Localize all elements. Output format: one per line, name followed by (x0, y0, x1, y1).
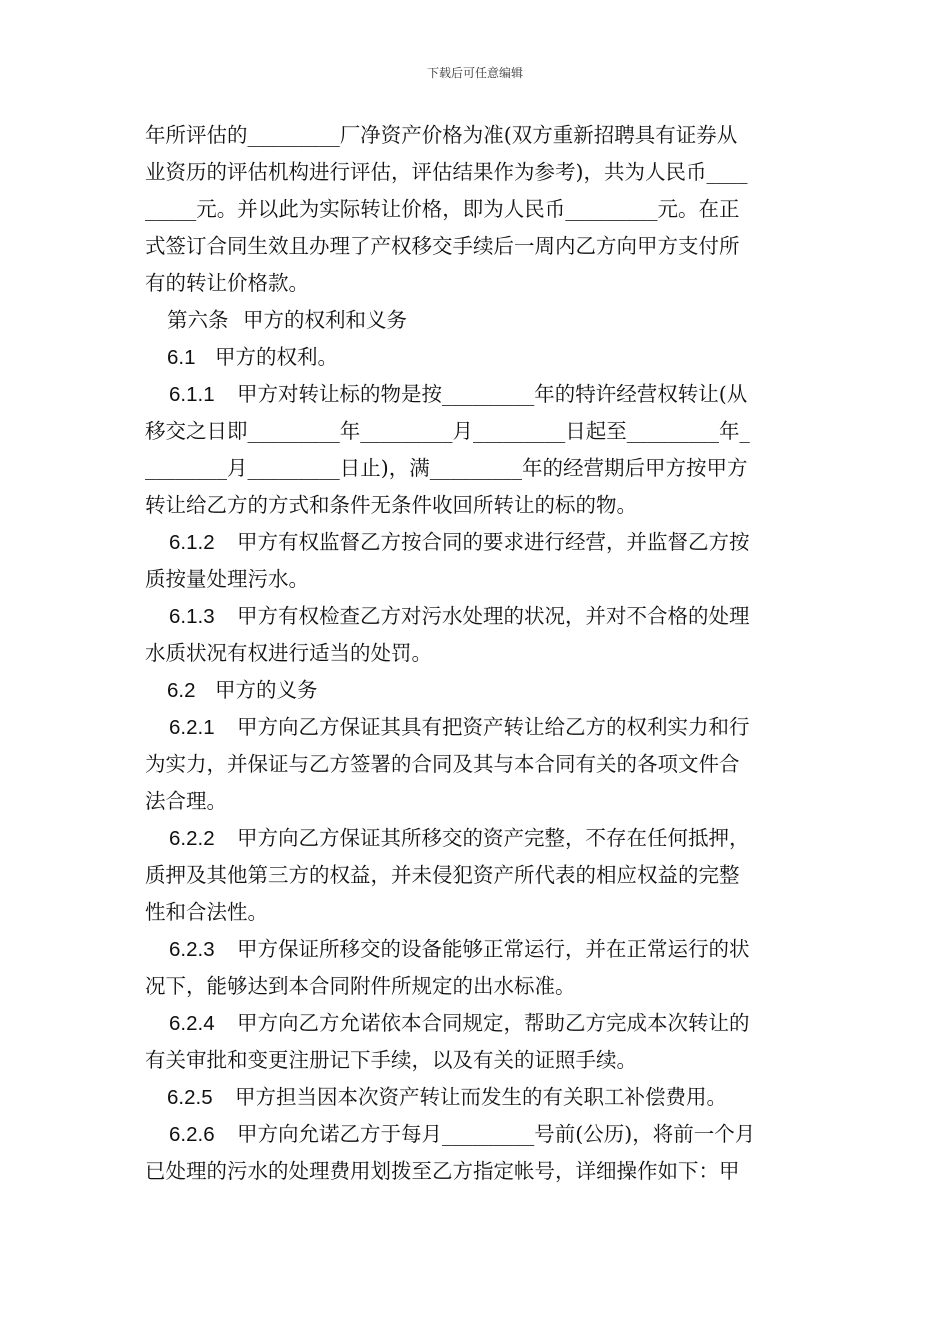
text-line (145, 524, 807, 561)
clause-text: 甲方的义务 (215, 678, 318, 702)
document-body (145, 117, 807, 1190)
text-line (145, 413, 807, 450)
text-line (145, 820, 807, 857)
clause-text: ________月_________日止)，满_________年的经营期后甲方按甲方 (145, 456, 748, 480)
clause-text: _____元。并以此为实际转让价格，即为人民币_________元。在正 (145, 197, 740, 221)
clause-text: 甲方向乙方允诺依本合同规定，帮助乙方完成本次转让的 (237, 1011, 750, 1035)
text-line (145, 709, 807, 746)
clause-number: 6.1.1 (169, 383, 215, 406)
clause-number: 6.2.3 (169, 938, 215, 961)
clause-text: 质按量处理污水。 (145, 567, 309, 591)
clause-text: 甲方保证所移交的设备能够正常运行，并在正常运行的状 (237, 937, 750, 961)
clause-number: 6.2.6 (169, 1123, 215, 1146)
clause-text: 甲方对转让标的物是按_________年的特许经营权转让(从 (237, 382, 748, 406)
text-line (145, 635, 807, 672)
clause-text: 有关审批和变更注册记下手续，以及有关的证照手续。 (145, 1048, 637, 1072)
text-line (145, 857, 807, 894)
text-line (145, 1079, 807, 1116)
text-line (145, 561, 807, 598)
text-line (145, 1153, 807, 1190)
clause-text: 水质状况有权进行适当的处罚。 (145, 641, 432, 665)
page-header: 下载后可任意编辑 (426, 66, 523, 80)
text-line (145, 339, 807, 376)
clause-number: 6.2.1 (169, 716, 215, 739)
clause-text: 甲方担当因本次资产转让而发生的有关职工补偿费用。 (235, 1085, 727, 1109)
clause-number: 6.1.2 (169, 531, 215, 554)
text-line (145, 746, 807, 783)
clause-text: 质押及其他第三方的权益，并未侵犯资产所代表的相应权益的完整 (145, 863, 740, 887)
text-line (145, 228, 807, 265)
clause-text: 业资历的评估机构进行评估，评估结果作为参考)，共为人民币____ (145, 160, 748, 184)
clause-number: 6.2.5 (167, 1086, 213, 1109)
text-line (145, 1005, 807, 1042)
text-line (145, 376, 807, 413)
text-line (145, 302, 807, 339)
text-line (145, 598, 807, 635)
clause-text: 甲方向乙方保证其具有把资产转让给乙方的权利实力和行 (237, 715, 750, 739)
clause-text: 已处理的污水的处理费用划拨至乙方指定帐号，详细操作如下：甲 (145, 1159, 740, 1183)
clause-number: 6.2.2 (169, 827, 215, 850)
clause-text: 性和合法性。 (145, 900, 268, 924)
text-line (145, 487, 807, 524)
clause-text: 甲方向乙方保证其所移交的资产完整，不存在任何抵押， (237, 826, 750, 850)
text-line (145, 1042, 807, 1079)
text-line (145, 968, 807, 1005)
clause-number: 6.2.4 (169, 1012, 215, 1035)
text-line (145, 450, 807, 487)
text-line (145, 1116, 807, 1153)
clause-text: 甲方有权检查乙方对污水处理的状况，并对不合格的处理 (237, 604, 750, 628)
text-line (145, 672, 807, 709)
clause-text: 甲方向允诺乙方于每月_________号前(公历)，将前一个月 (237, 1122, 756, 1146)
clause-text: 年所评估的_________厂净资产价格为准(双方重新招聘具有证券从 (145, 123, 738, 147)
text-line (145, 191, 807, 228)
clause-text: 况下，能够达到本合同附件所规定的出水标准。 (145, 974, 576, 998)
text-line (145, 117, 807, 154)
clause-text: 有的转让价格款。 (145, 271, 309, 295)
clause-text: 为实力，并保证与乙方签署的合同及其与本合同有关的各项文件合 (145, 752, 740, 776)
clause-text: 移交之日即_________年_________月_________日起至_________年_ (145, 419, 750, 443)
text-line (145, 265, 807, 302)
clause-number: 6.1.3 (169, 605, 215, 628)
clause-text: 式签订合同生效且办理了产权移交手续后一周内乙方向甲方支付所 (145, 234, 740, 258)
clause-text: 甲方的权利。 (215, 345, 338, 369)
clause-text: 甲方有权监督乙方按合同的要求进行经营，并监督乙方按 (237, 530, 750, 554)
clause-number: 6.2 (167, 679, 196, 702)
text-line (145, 894, 807, 931)
clause-text: 甲方的权利和义务 (243, 308, 407, 332)
clause-number: 第六条 (167, 308, 229, 332)
text-line (145, 783, 807, 820)
clause-number: 6.1 (167, 346, 196, 369)
clause-text: 法合理。 (145, 789, 227, 813)
text-line (145, 154, 807, 191)
text-line (145, 931, 807, 968)
clause-text: 转让给乙方的方式和条件无条件收回所转让的标的物。 (145, 493, 637, 517)
